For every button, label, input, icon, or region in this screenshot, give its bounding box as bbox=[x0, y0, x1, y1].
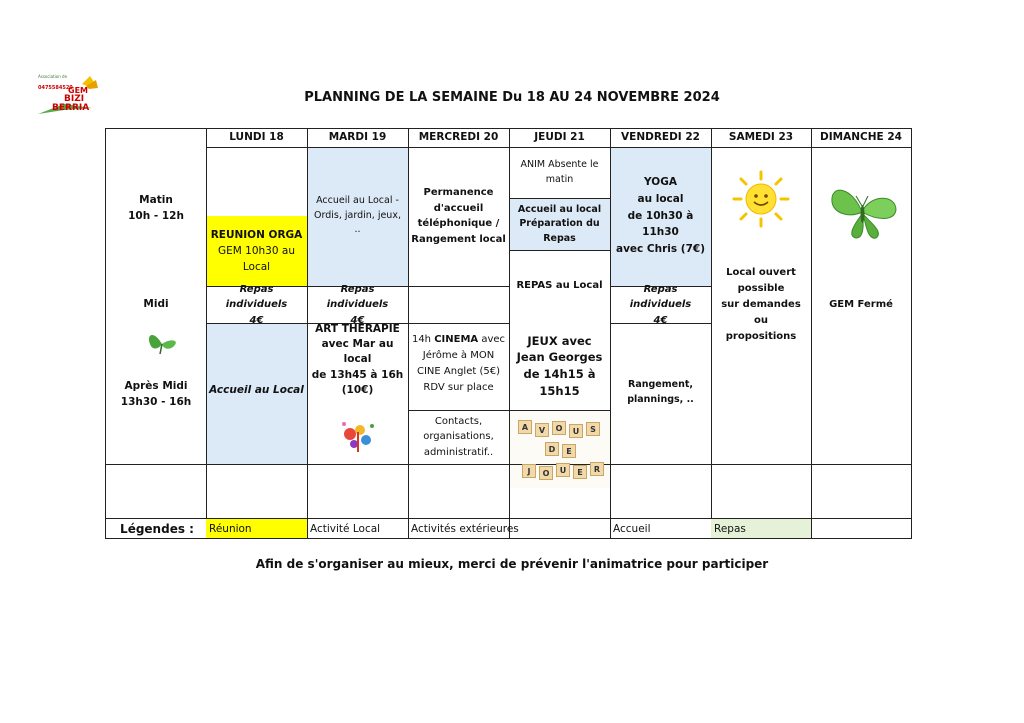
matin-hours: 10h - 12h bbox=[128, 210, 184, 222]
tile: E bbox=[562, 444, 576, 458]
scrabble-tiles-icon bbox=[512, 416, 608, 484]
jeudi-anim bbox=[509, 150, 610, 196]
jeudi-anim-line-1: ANIM Absente le bbox=[520, 159, 599, 171]
jeudi-jeux-line-1: JEUX avec bbox=[527, 333, 592, 348]
tile: O bbox=[539, 466, 553, 480]
logo-bizi: BIZI bbox=[64, 94, 85, 104]
midi-label: Midi bbox=[143, 297, 169, 310]
mardi-repas-line-1: Repas individuels bbox=[326, 283, 389, 311]
tile: E bbox=[573, 465, 587, 479]
jeudi-prep-line-2: Préparation du bbox=[519, 218, 600, 230]
art-splash-icon bbox=[328, 414, 388, 456]
mercredi-apres bbox=[408, 326, 509, 402]
lundi-repas-line-1: Repas individuels bbox=[225, 283, 288, 311]
jeudi-repas: REPAS au Local bbox=[516, 280, 603, 292]
lundi-apres: Accueil au Local bbox=[209, 383, 304, 396]
samedi-line-1: Local ouvert bbox=[726, 267, 796, 278]
mardi-matin-line-3: .. bbox=[354, 224, 361, 236]
header-jeudi: JEUDI 21 bbox=[534, 131, 585, 144]
mardi-apres-line-1: ART THERAPIE bbox=[315, 322, 400, 335]
dimanche-text: GEM Fermé bbox=[829, 299, 893, 311]
samedi-text bbox=[711, 260, 811, 350]
gem-logo bbox=[34, 74, 100, 118]
tile: V bbox=[535, 423, 549, 437]
jeudi-anim-line-2: matin bbox=[545, 174, 574, 185]
tile: A bbox=[518, 420, 532, 434]
vendredi-yoga bbox=[610, 170, 711, 262]
page-title: PLANNING DE LA SEMAINE Du 18 AU 24 NOVEMBRE 2024 bbox=[304, 90, 720, 105]
mardi-apres-line-3: de 13h45 à 16h bbox=[311, 368, 404, 381]
vendredi-repas-line-1: Repas individuels bbox=[629, 283, 692, 311]
small-butterfly-icon bbox=[144, 328, 180, 356]
legend-activites-exterieures: Activités extérieures bbox=[411, 522, 519, 535]
mercredi-contacts-line-1: Contacts, bbox=[434, 415, 483, 427]
mercredi-apres-line-1 bbox=[412, 332, 505, 348]
footer-note: Afin de s'organiser au mieux, merci de prévenir l'animatrice pour participer bbox=[255, 557, 769, 571]
mardi-apres-line-2: avec Mar au local bbox=[321, 338, 394, 366]
legend-accueil: Accueil bbox=[613, 522, 651, 535]
header-lundi: LUNDI 18 bbox=[229, 131, 284, 144]
header-dimanche: DIMANCHE 24 bbox=[820, 131, 902, 144]
mercredi-apres-line-4: RDV sur place bbox=[423, 382, 494, 393]
lundi-reunion bbox=[206, 218, 307, 284]
lundi-repas bbox=[206, 283, 307, 326]
jeudi-prep-line-3: Repas bbox=[543, 232, 576, 244]
mercredi-apres-time: 14h bbox=[411, 334, 435, 345]
apres-midi-label bbox=[106, 374, 206, 414]
vendredi-yoga-line-2: au local bbox=[637, 192, 684, 205]
mercredi-matin-line-3: téléphonique / bbox=[417, 218, 500, 229]
apres-midi-title: Après Midi bbox=[124, 379, 188, 392]
mercredi-apres-line-2: Jérôme à MON bbox=[422, 350, 495, 361]
header-mardi: MARDI 19 bbox=[328, 131, 387, 144]
mardi-apres bbox=[307, 324, 408, 396]
mardi-matin-line-2: Ordis, jardin, jeux, bbox=[314, 209, 401, 221]
lundi-reunion-line-2: GEM 10h30 au bbox=[218, 244, 295, 257]
mercredi-apres-with: avec bbox=[478, 334, 506, 345]
mardi-apres-line-4: (10€) bbox=[341, 383, 374, 396]
legend-reunion: Réunion bbox=[209, 522, 252, 535]
legend-label: Légendes : bbox=[120, 521, 194, 536]
butterfly-icon bbox=[826, 180, 900, 246]
lundi-repas-line-2: 4€ bbox=[249, 314, 264, 326]
jeudi-prep-line-1: Accueil au local bbox=[517, 204, 602, 216]
vendredi-yoga-line-1: YOGA bbox=[644, 176, 677, 188]
sun-icon bbox=[730, 170, 792, 228]
vendredi-repas bbox=[610, 283, 711, 326]
mercredi-matin-line-4: Rangement local bbox=[411, 233, 506, 245]
vendredi-yoga-line-4: 11h30 bbox=[642, 226, 679, 239]
vendredi-apres bbox=[610, 374, 711, 412]
mardi-repas-line-2: 4€ bbox=[350, 314, 365, 326]
matin-label bbox=[106, 188, 206, 228]
tile: O bbox=[552, 421, 566, 435]
tile: S bbox=[586, 422, 600, 436]
tile: J bbox=[522, 464, 536, 478]
mercredi-apres-cinema: CINEMA bbox=[434, 334, 479, 345]
logo-berria: BERRIA bbox=[52, 103, 90, 113]
legend-repas: Repas bbox=[714, 522, 746, 535]
header-vendredi: VENDREDI 22 bbox=[621, 131, 700, 144]
jeudi-jeux-line-4: 15h15 bbox=[539, 383, 580, 398]
samedi-line-5: propositions bbox=[725, 331, 797, 342]
lundi-reunion-line-3: Local bbox=[242, 261, 271, 274]
tile: D bbox=[545, 442, 559, 456]
mardi-repas bbox=[307, 283, 408, 326]
vendredi-repas-line-2: 4€ bbox=[653, 314, 668, 326]
samedi-line-2: possible bbox=[737, 283, 785, 294]
mercredi-contacts-line-2: organisations, bbox=[423, 431, 494, 443]
vendredi-yoga-line-5: avec Chris (7€) bbox=[615, 243, 705, 256]
tile: R bbox=[590, 462, 604, 476]
mercredi-contacts bbox=[408, 410, 509, 464]
apres-midi-hours: 13h30 - 16h bbox=[120, 396, 192, 408]
samedi-line-4: ou bbox=[754, 315, 768, 326]
logo-phone: 0475584520 bbox=[38, 85, 73, 91]
legend-activite-local: Activité Local bbox=[310, 522, 381, 535]
lundi-reunion-line-1: REUNION ORGA bbox=[210, 228, 303, 241]
mercredi-apres-line-3: CINE Anglet (5€) bbox=[417, 366, 500, 377]
matin-title: Matin bbox=[139, 193, 173, 206]
jeudi-jeux bbox=[509, 328, 610, 404]
tile: U bbox=[556, 463, 570, 477]
vendredi-apres-line-1: Rangement, bbox=[628, 379, 693, 391]
header-mercredi: MERCREDI 20 bbox=[418, 131, 499, 144]
mardi-matin bbox=[307, 186, 408, 246]
vendredi-apres-line-2: plannings, .. bbox=[627, 394, 694, 405]
mercredi-matin bbox=[408, 180, 509, 252]
logo-gem: GEM bbox=[68, 86, 88, 95]
jeudi-prep bbox=[509, 199, 610, 250]
jeudi-jeux-line-2: Jean Georges bbox=[516, 350, 603, 365]
vendredi-yoga-line-3: de 10h30 à bbox=[627, 209, 694, 222]
mercredi-matin-line-1: Permanence bbox=[423, 187, 494, 198]
header-samedi: SAMEDI 23 bbox=[728, 131, 794, 144]
samedi-line-3: sur demandes bbox=[721, 299, 801, 310]
mercredi-matin-line-2: d'accueil bbox=[433, 202, 484, 214]
mardi-matin-line-1: Accueil au Local - bbox=[316, 194, 399, 206]
mercredi-contacts-line-3: administratif.. bbox=[423, 446, 494, 458]
logo-line-1: Association de bbox=[38, 74, 68, 79]
jeudi-jeux-line-3: de 14h15 à bbox=[523, 367, 596, 381]
tile: U bbox=[569, 424, 583, 438]
